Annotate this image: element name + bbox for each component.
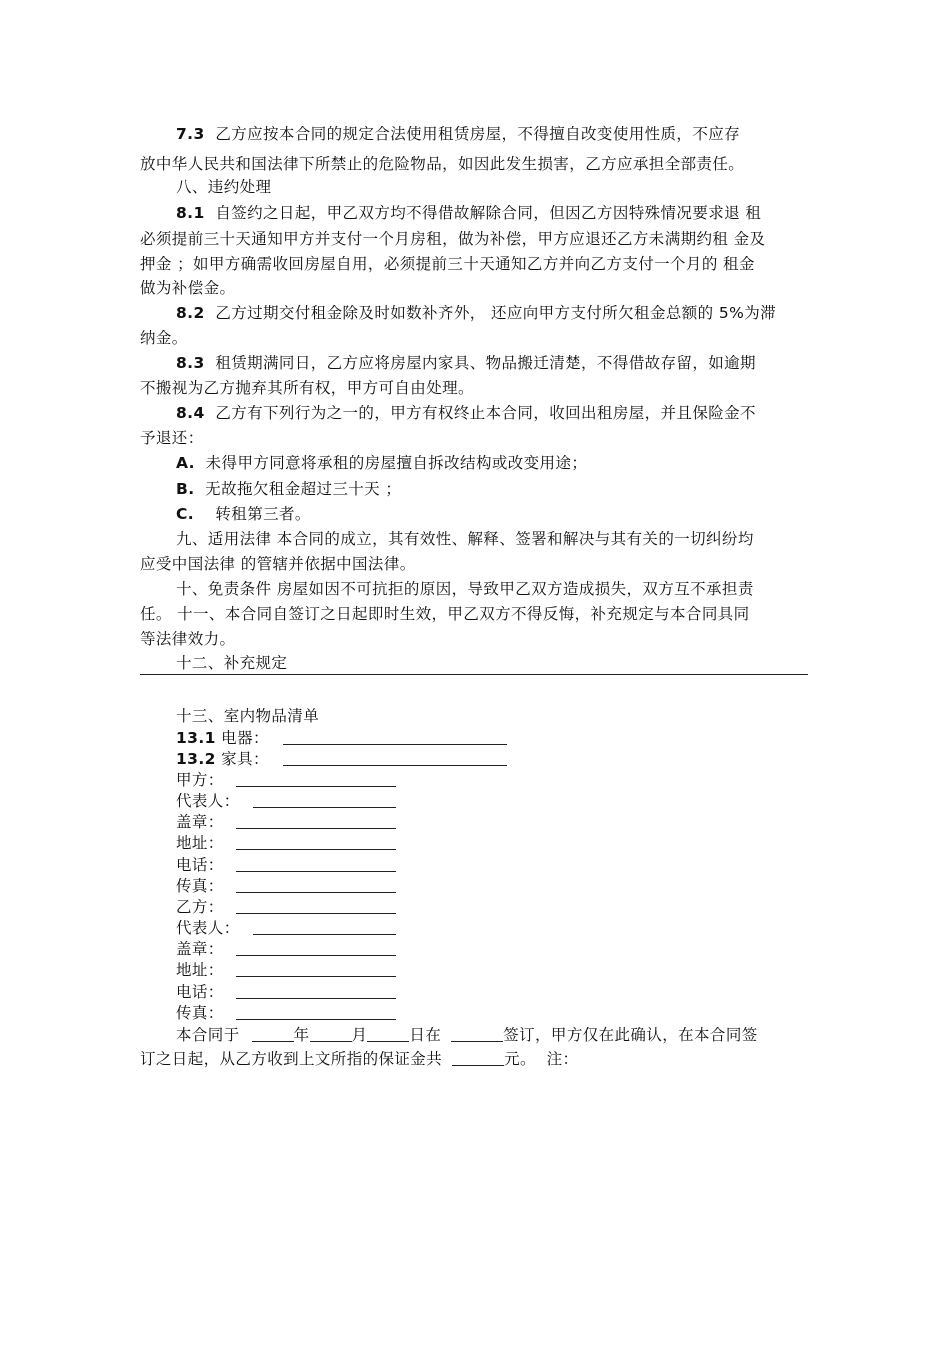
- clause-8-1-line-3: 押金 ；如甲方确需收回房屋自用，必须提前三十天通知乙方并向乙方支付一个月的 租金: [140, 255, 755, 273]
- section-13-heading: 十三、室内物品清单: [176, 707, 320, 725]
- party-a-phone-field: 电话：: [176, 855, 396, 875]
- clause-7-3-line-2: 放中华人民共和国法律下所禁止的危险物品，如因此发生损害，乙方应承担全部责任。: [140, 155, 745, 173]
- clause-8-1-line-2: 必须提前三十天通知甲方并支付一个月房租，做为补偿，甲方应退还乙方未满期约租 金及: [140, 230, 766, 248]
- place-blank[interactable]: [451, 1026, 503, 1042]
- clause-8-1-line-1: 8.1 自签约之日起，甲乙双方均不得借故解除合同，但因乙方因特殊情况要求退 租: [176, 204, 762, 222]
- clause-8-4-line-2: 予退还：: [140, 429, 204, 447]
- party-b-phone-blank[interactable]: [236, 983, 396, 999]
- clause-8-3-line-1: 8.3 租赁期满同日，乙方应将房屋内家具、物品搬迁清楚，不得借故存留，如逾期: [176, 354, 756, 372]
- closing-line-1: 本合同于 年 月 日在 签订，甲方仅在此确认，在本合同签: [176, 1026, 758, 1044]
- party-a-field: 甲方：: [176, 770, 396, 790]
- party-b-phone-field: 电话：: [176, 982, 396, 1002]
- appliances-blank[interactable]: [283, 729, 507, 745]
- clause-8-3-line-2: 不搬视为乙方抛弃其所有权，甲方可自由处理。: [140, 379, 474, 397]
- supplement-fill-line[interactable]: [140, 674, 808, 675]
- list-item-c: C. 转租第三者。: [176, 505, 311, 523]
- party-a-rep-blank[interactable]: [253, 792, 396, 808]
- party-a-rep-field: 代表人：: [176, 791, 396, 811]
- party-b-rep-blank[interactable]: [253, 919, 396, 935]
- section-10-line-3: 等法律效力。: [140, 630, 236, 648]
- party-b-field: 乙方：: [176, 897, 396, 917]
- clause-8-1-line-4: 做为补偿金。: [140, 279, 236, 297]
- deposit-amount-blank[interactable]: [452, 1050, 504, 1066]
- party-b-seal-blank[interactable]: [236, 940, 396, 956]
- clause-8-2-line-2: 纳金。: [140, 329, 188, 347]
- item-13-1: 13.1 电器：: [176, 728, 507, 748]
- furniture-blank[interactable]: [283, 750, 507, 766]
- party-a-blank[interactable]: [236, 771, 396, 787]
- section-12-heading: 十二、补充规定: [176, 654, 288, 672]
- list-item-b: B. 无故拖欠租金超过三十天 ；: [176, 480, 402, 498]
- clause-8-4-line-1: 8.4 乙方有下列行为之一的，甲方有权终止本合同，收回出租房屋，并且保险金不: [176, 404, 756, 422]
- party-a-address-blank[interactable]: [236, 834, 396, 850]
- party-b-fax-blank[interactable]: [236, 1004, 396, 1020]
- party-a-fax-blank[interactable]: [236, 877, 396, 893]
- party-a-address-field: 地址：: [176, 833, 396, 853]
- party-b-address-field: 地址：: [176, 960, 396, 980]
- party-b-blank[interactable]: [236, 898, 396, 914]
- clause-number: 7.3: [176, 125, 205, 143]
- section-9-line-2: 应受中国法律 的管辖并依据中国法律。: [140, 555, 416, 573]
- closing-line-2: 订之日起，从乙方收到上文所指的保证金共 元。 注：: [140, 1050, 579, 1068]
- party-b-seal-field: 盖章：: [176, 939, 396, 959]
- clause-7-3-line-1: 7.3 乙方应按本合同的规定合法使用租赁房屋，不得擅自改变使用性质，不应存: [176, 125, 741, 143]
- section-10-line-2: 任。 十一、本合同自签订之日起即时生效，甲乙双方不得反悔，补充规定与本合同具同: [140, 605, 750, 623]
- section-9-line-1: 九、适用法律 本合同的成立，其有效性、解释、签署和解决与其有关的一切纠纷均: [176, 530, 754, 548]
- month-blank[interactable]: [310, 1026, 352, 1042]
- party-a-phone-blank[interactable]: [236, 856, 396, 872]
- party-b-rep-field: 代表人：: [176, 918, 396, 938]
- party-a-seal-blank[interactable]: [236, 813, 396, 829]
- section-10-line-1: 十、免责条件 房屋如因不可抗拒的原因，导致甲乙双方造成损失，双方互不承担责: [176, 580, 754, 598]
- section-8-heading: 八、违约处理: [176, 178, 272, 196]
- day-blank[interactable]: [367, 1026, 409, 1042]
- item-13-2: 13.2 家具：: [176, 749, 507, 769]
- party-a-seal-field: 盖章：: [176, 812, 396, 832]
- party-a-fax-field: 传真：: [176, 876, 396, 896]
- list-item-a: A. 未得甲方同意将承租的房屋擅自拆改结构或改变用途；: [176, 454, 588, 472]
- year-blank[interactable]: [252, 1026, 294, 1042]
- party-b-address-blank[interactable]: [236, 961, 396, 977]
- party-b-fax-field: 传真：: [176, 1003, 396, 1023]
- clause-8-2-line-1: 8.2 乙方过期交付租金除及时如数补齐外， 还应向甲方支付所欠租金总额的 5%为滞: [176, 304, 777, 322]
